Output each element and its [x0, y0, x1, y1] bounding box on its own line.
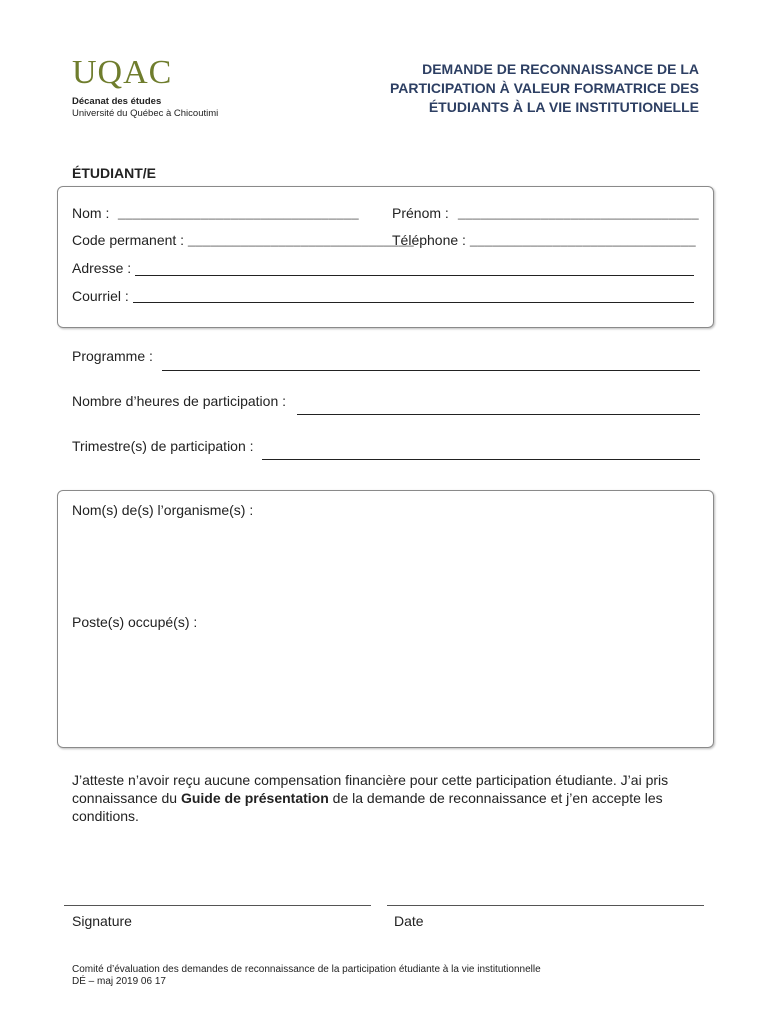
- date-label: Date: [394, 913, 424, 929]
- postes-label: Poste(s) occupé(s) :: [72, 614, 198, 630]
- attestation-part-1: J’atteste n’avoir reçu aucune compensation financière pour cette participation étudiante. J’ai pris connaissance du: [72, 772, 669, 806]
- title-line-3: ÉTUDIANTS À LA VIE INSTITUTIONELLE: [428, 99, 699, 115]
- department-name: Décanat des études: [72, 96, 162, 107]
- signature-label: Signature: [72, 913, 132, 929]
- uqac-logo: UQAC: [72, 54, 173, 91]
- adresse-label: Adresse :: [72, 260, 132, 276]
- guide-presentation-text: Guide de présentation: [180, 790, 329, 806]
- trimestre-label: Trimestre(s) de participation :: [72, 438, 254, 454]
- trimestre-field[interactable]: [262, 459, 700, 460]
- code-permanent-label: Code permanent :: [72, 232, 185, 248]
- footer-line-1: Comité d’évaluation des demandes de reconnaissance de la participation étudiante à la vie institutionnelle: [72, 964, 541, 975]
- student-section-title: ÉTUDIANT/E: [72, 165, 156, 181]
- heures-field[interactable]: [297, 414, 700, 415]
- courriel-field[interactable]: [133, 302, 694, 303]
- nom-label: Nom :: [72, 205, 110, 221]
- telephone-label: Téléphone :: [392, 232, 466, 248]
- footer-line-2: DÉ – maj 2019 06 17: [72, 976, 166, 987]
- document-title: [319, 60, 699, 117]
- programme-field[interactable]: [162, 370, 700, 371]
- code-permanent-field[interactable]: ______________________________: [188, 232, 414, 247]
- attestation-part-2: de la demande de reconnaissance et j’en accepte les conditions.: [72, 790, 663, 824]
- signature-line[interactable]: [64, 905, 371, 906]
- telephone-field[interactable]: ______________________________: [470, 232, 696, 247]
- title-line-2: PARTICIPATION À VALEUR FORMATRICE DES: [389, 80, 699, 96]
- university-name: Université du Québec à Chicoutimi: [72, 108, 219, 119]
- prenom-label: Prénom :: [392, 205, 449, 221]
- courriel-label: Courriel :: [72, 288, 129, 304]
- adresse-field[interactable]: [135, 275, 694, 276]
- heures-label: Nombre d’heures de participation :: [72, 393, 287, 409]
- title-line-1: DEMANDE DE RECONNAISSANCE DE LA: [422, 61, 699, 77]
- programme-label: Programme :: [72, 348, 153, 364]
- date-line[interactable]: [387, 905, 704, 906]
- organisme-label: Nom(s) de(s) l’organisme(s) :: [72, 502, 254, 518]
- footer: [72, 964, 541, 988]
- nom-field[interactable]: ________________________________: [118, 205, 359, 220]
- attestation-text: [72, 771, 702, 825]
- prenom-field[interactable]: ________________________________: [458, 205, 699, 220]
